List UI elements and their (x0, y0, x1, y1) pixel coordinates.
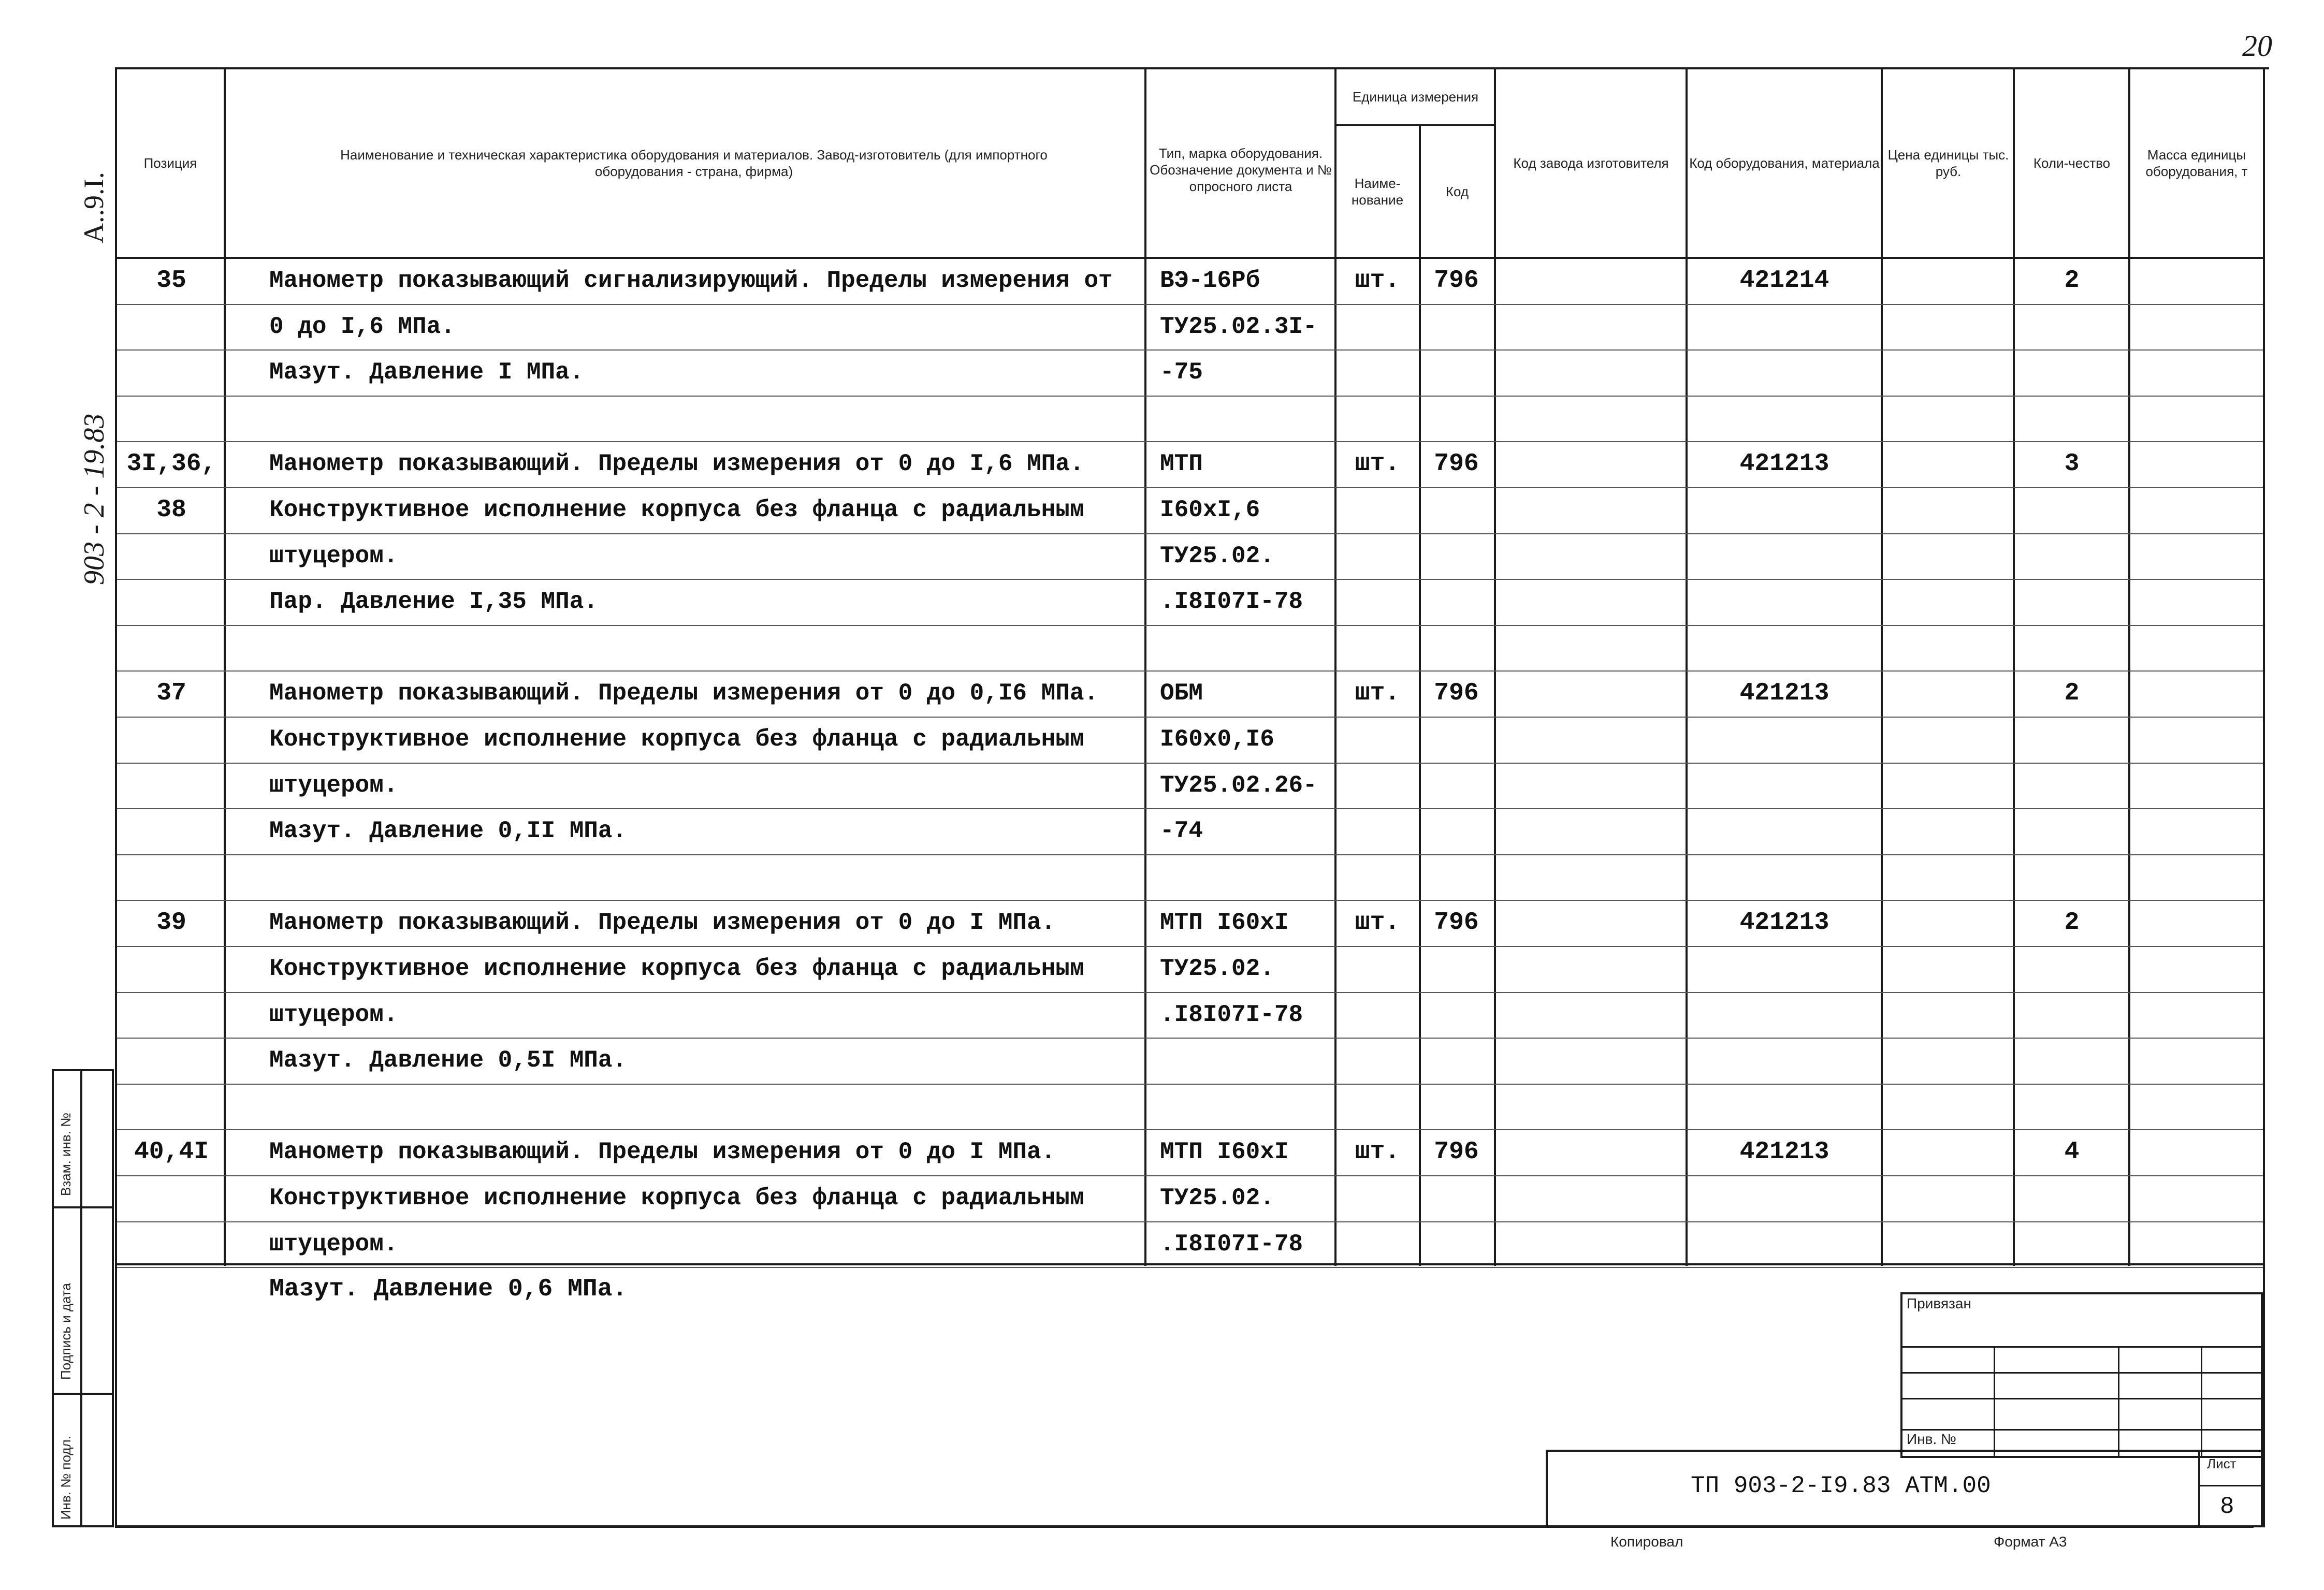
cell-type: ВЭ-16Рб (1160, 267, 1260, 294)
header-quantity: Коли-чество (2033, 155, 2111, 171)
cell-name: Манометр показывающий. Пределы измерения от 0 до 0,I6 МПа. (269, 680, 1099, 707)
sheet-number: 8 (2220, 1493, 2234, 1520)
cell-type: .I8I07I-78 (1160, 588, 1303, 616)
cell-equipment-code: 421213 (1739, 679, 1829, 708)
cell-type: .I8I07I-78 (1160, 1230, 1303, 1258)
cell-type: МТП I60хI (1160, 1139, 1289, 1166)
stamp-label-signature-date: Подпись и дата (58, 1282, 74, 1380)
cell-type: ТУ25.02. (1160, 955, 1274, 982)
cell-equipment-code: 421213 (1739, 909, 1829, 937)
cell-name: Конструктивное исполнение корпуса без фланца с радиальным (269, 955, 1084, 982)
cell-type: I60хI,6 (1160, 497, 1260, 523)
cell-unit-code: 796 (1434, 679, 1479, 708)
cell-position: 38 (156, 496, 186, 524)
header-equipment-code: Код оборудования, материала (1689, 155, 1880, 171)
cell-name: Мазут. Давление 0,II МПа. (269, 818, 627, 845)
cell-type: МТП I60хI (1160, 909, 1289, 937)
row-divider (117, 349, 2263, 351)
header-price: Цена единицы тыс. руб. (1887, 147, 2009, 179)
cell-unit: шт. (1355, 1138, 1400, 1166)
cell-unit: шт. (1355, 679, 1400, 708)
row-divider (117, 304, 2263, 305)
row-divider (117, 1175, 2263, 1176)
header-factory-code: Код завода изготовителя (1513, 155, 1669, 171)
cell-position: 35 (156, 267, 186, 295)
cell-type: -75 (1160, 359, 1203, 386)
margin-code-top: А..9.I. (78, 172, 109, 243)
sheet-label: Лист (2207, 1456, 2236, 1471)
cell-type: ТУ25.02.26- (1160, 771, 1317, 799)
row-divider (117, 670, 2263, 672)
cell-name: штуцером. (269, 771, 398, 799)
row-divider (117, 1221, 2263, 1222)
cell-quantity: 2 (2064, 909, 2080, 937)
row-divider (117, 1038, 2263, 1039)
cell-unit-code: 796 (1434, 450, 1479, 478)
row-divider (117, 1084, 2263, 1085)
row-divider (117, 808, 2263, 809)
cell-name: Манометр показывающий сигнализирующий. Пределы измерения от (269, 267, 1113, 294)
row-divider (117, 487, 2263, 488)
cell-equipment-code: 421213 (1739, 450, 1829, 478)
cell-type: МТП (1160, 450, 1203, 478)
header-name: Наименование и техническая характеристика оборудования и материалов. Завод-изготовитель (для импортного оборудования - страна, фирма) (340, 147, 1048, 179)
cell-name: штуцером. (269, 1001, 398, 1028)
footer-format: Формат А3 (1994, 1534, 2067, 1550)
cell-name: Манометр показывающий. Пределы измерения от 0 до I МПа. (269, 909, 1056, 937)
cell-name: Пар. Давление I,35 МПа. (269, 588, 598, 616)
cell-position: 39 (156, 909, 186, 937)
header-unit-code: Код (1445, 184, 1469, 199)
cell-unit: шт. (1355, 450, 1400, 478)
cell-name: Конструктивное исполнение корпуса без фланца с радиальным (269, 497, 1084, 523)
row-divider (117, 900, 2263, 901)
cell-name: Манометр показывающий. Пределы измерения от 0 до I,6 МПа. (269, 450, 1084, 478)
cell-unit-code: 796 (1434, 909, 1479, 937)
sheet-corner-number: 20 (2242, 29, 2272, 63)
stamp-label-replaced-inv: Взам. инв. № (58, 1112, 74, 1196)
header-type: Тип, марка оборудования. Обозначение документа и № опросного листа (1150, 145, 1332, 194)
cell-quantity: 2 (2064, 679, 2080, 708)
cell-unit: шт. (1355, 267, 1400, 295)
inv-label: Инв. № (1907, 1431, 1957, 1447)
cell-type: ТУ25.02. (1160, 1185, 1274, 1212)
cell-position: 3I,36, (126, 450, 216, 478)
row-divider (117, 992, 2263, 993)
cell-position: 37 (156, 679, 186, 708)
cell-unit-code: 796 (1434, 1138, 1479, 1166)
header-unit-group: Единица измерения (1352, 89, 1479, 105)
row-divider (117, 946, 2263, 947)
footer-copied: Копировал (1610, 1534, 1683, 1550)
row-divider (117, 579, 2263, 580)
cell-name: 0 до I,6 МПа. (269, 313, 455, 340)
cell-type: .I8I07I-78 (1160, 1001, 1303, 1028)
row-divider (117, 1267, 2263, 1268)
cell-name: Мазут. Давление I МПа. (269, 359, 584, 386)
cell-type: -74 (1160, 818, 1203, 845)
document-code: ТП 903-2-I9.83 АТМ.00 (1691, 1472, 1991, 1499)
cell-name: Мазут. Давление 0,5I МПа. (269, 1047, 627, 1074)
cell-type: ОБМ (1160, 680, 1203, 707)
cell-name: штуцером. (269, 1230, 398, 1258)
cell-quantity: 3 (2064, 450, 2080, 478)
row-divider (117, 533, 2263, 534)
row-divider (117, 396, 2263, 397)
cell-quantity: 4 (2064, 1138, 2080, 1166)
cell-name: Конструктивное исполнение корпуса без фланца с радиальным (269, 726, 1084, 753)
stamp-label-original-inv: Инв. № подл. (58, 1436, 74, 1520)
cell-type: ТУ25.02.3I- (1160, 313, 1317, 340)
cell-quantity: 2 (2064, 267, 2080, 295)
cell-name: штуцером. (269, 542, 398, 570)
header-mass: Масса единицы оборудования, т (2145, 147, 2248, 179)
cell-type: ТУ25.02. (1160, 542, 1274, 570)
cell-unit-code: 796 (1434, 267, 1479, 295)
cell-position: 40,4I (134, 1138, 209, 1166)
cell-unit: шт. (1355, 909, 1400, 937)
cell-type: I60х0,I6 (1160, 726, 1274, 753)
trailing-note: Мазут. Давление 0,6 МПа. (269, 1275, 628, 1303)
cell-name: Конструктивное исполнение корпуса без фланца с радиальным (269, 1185, 1084, 1212)
header-unit-name: Наиме-нование (1351, 176, 1404, 208)
row-divider (117, 441, 2263, 442)
cell-equipment-code: 421213 (1739, 1138, 1829, 1166)
row-divider (117, 1129, 2263, 1130)
row-divider (117, 763, 2263, 764)
row-divider (117, 717, 2263, 718)
row-divider (117, 625, 2263, 626)
header-position: Позиция (143, 155, 197, 171)
row-divider (117, 854, 2263, 855)
cell-name: Манометр показывающий. Пределы измерения от 0 до I МПа. (269, 1139, 1056, 1166)
margin-code-main: 903 - 2 - 19.83 (78, 413, 110, 585)
bound-label: Привязан (1907, 1295, 1971, 1311)
cell-equipment-code: 421214 (1739, 267, 1829, 295)
